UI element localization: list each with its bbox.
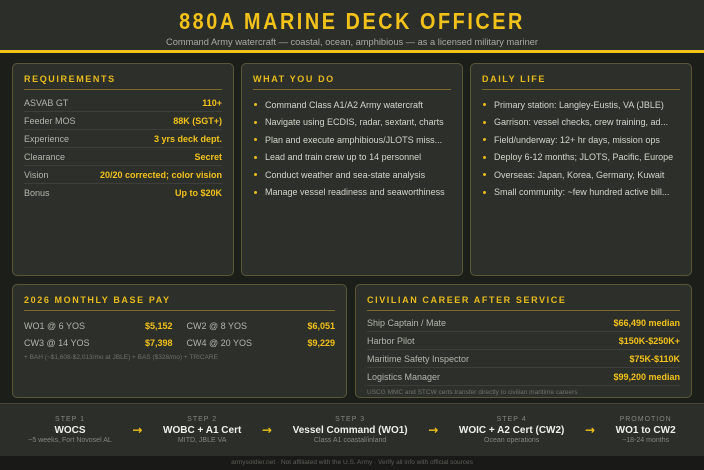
requirements-title: REQUIREMENTS (24, 74, 222, 90)
step-number: STEP 1 (55, 416, 86, 423)
page-header (0, 0, 704, 53)
career-label: Logistics Manager (367, 371, 441, 382)
requirement-label: Experience (24, 133, 70, 144)
career-salary: $75K-$110K (629, 353, 680, 364)
arrow-right-icon: → (584, 423, 596, 437)
list-item-text: Lead and train crew up to 14 personnel (265, 152, 422, 163)
civilian-career-title: CIVILIAN CAREER AFTER SERVICE (367, 295, 680, 311)
list-item-text: Navigate using ECDIS, radar, sextant, charts (265, 117, 444, 128)
career-row (367, 350, 680, 368)
pay-grade-label: CW4 @ 20 YOS (186, 337, 252, 348)
list-item-text: Plan and execute amphibious/JLOTS miss... (265, 134, 443, 145)
step-number: STEP 2 (187, 416, 218, 423)
list-item (482, 114, 680, 132)
pay-note: + BAH (~$1,608-$2,013/mo at JBLE) + BAS ($328/mo) + TRICARE (24, 354, 218, 361)
career-label: Ship Captain / Mate (367, 317, 447, 328)
step-detail: MITD, JBLE VA (177, 437, 227, 444)
civilian-career-card (355, 284, 692, 398)
bullet-icon (254, 121, 257, 124)
list-item-text: Garrison: vessel checks, crew training, ad... (494, 117, 669, 128)
step-number: STEP 3 (335, 416, 366, 423)
requirement-row (24, 94, 222, 112)
step-promotion (616, 416, 676, 444)
career-label: Maritime Safety Inspector (367, 353, 470, 364)
list-item (482, 184, 680, 202)
base-pay-card (12, 284, 347, 398)
requirement-label: Feeder MOS (24, 115, 76, 126)
step-name: WOCS (54, 425, 86, 436)
requirement-row (24, 130, 222, 148)
pay-cell (187, 317, 336, 334)
career-row (367, 314, 680, 332)
step-3 (293, 416, 408, 444)
step-4 (459, 416, 564, 444)
bullet-icon (483, 121, 486, 124)
pay-cell (24, 317, 173, 334)
pay-amount: $6,051 (307, 320, 335, 331)
list-item (253, 131, 451, 149)
list-item-text: Overseas: Japan, Korea, Germany, Kuwait (494, 169, 665, 180)
list-item-text: Small community: ~few hundred active bill... (494, 187, 670, 198)
requirement-value: 3 yrs deck dept. (153, 133, 222, 144)
requirement-row (24, 112, 222, 130)
list-item-text: Deploy 6-12 months; JLOTS, Pacific, Europe (494, 152, 674, 163)
career-salary: $150K-$250K+ (618, 335, 680, 346)
daily-life-card (470, 63, 692, 276)
list-item-text: Conduct weather and sea-state analysis (265, 169, 426, 180)
list-item (482, 166, 680, 184)
step-2 (163, 416, 241, 444)
list-item (482, 149, 680, 167)
page-subtitle: Command Army watercraft — coastal, ocean, amphibious — as a licensed military mariner (165, 37, 539, 47)
pay-amount: $9,229 (307, 337, 335, 348)
step-name: WOIC + A2 Cert (CW2) (458, 425, 565, 436)
bullet-icon (254, 191, 257, 194)
list-item (482, 96, 680, 114)
pay-amount: $5,152 (144, 320, 173, 331)
career-row (367, 332, 680, 350)
list-item (253, 149, 451, 167)
requirement-row (24, 166, 222, 184)
requirement-value: 110+ (202, 97, 222, 108)
footer-disclaimer: armysoldier.net · Not affiliated with the U.S. Army · Verify all info with official sources (0, 456, 704, 470)
list-item-text: Manage vessel readiness and seaworthiness (265, 187, 445, 198)
page-title: 880A MARINE DECK OFFICER (179, 8, 525, 34)
requirement-value: Up to $20K (174, 188, 222, 198)
requirement-value: Secret (194, 151, 222, 162)
arrow-right-icon: → (261, 423, 272, 437)
civilian-note: USCG MMC and STCW certs transfer directly to civilian maritime careers (367, 389, 578, 396)
base-pay-title: 2026 MONTHLY BASE PAY (24, 295, 335, 311)
step-detail: ~5 weeks, Fort Novosel AL (28, 437, 112, 444)
requirement-label: Vision (24, 169, 49, 180)
career-row (367, 368, 680, 386)
requirement-row (24, 184, 222, 202)
career-path-steps (0, 403, 704, 456)
requirement-label: ASVAB GT (24, 97, 69, 108)
career-salary: $66,490 median (613, 317, 680, 328)
list-item (253, 166, 451, 184)
bullet-icon (483, 156, 486, 159)
requirements-card (12, 63, 234, 276)
list-item (482, 131, 680, 149)
requirement-value: 88K (SGT+) (173, 115, 222, 126)
career-salary: $99,200 median (613, 371, 680, 382)
list-item-text: Primary station: Langley-Eustis, VA (JBLE) (494, 99, 664, 110)
bullet-icon (483, 191, 486, 194)
bullet-icon (254, 138, 257, 141)
bullet-icon (254, 103, 257, 106)
bullet-icon (254, 156, 257, 159)
pay-grade-label: WO1 @ 6 YOS (24, 320, 85, 331)
what-you-do-card (241, 63, 463, 276)
step-number: PROMOTION (619, 416, 672, 423)
step-name: WO1 to CW2 (615, 425, 676, 436)
requirement-row (24, 148, 222, 166)
pay-amount: $7,398 (144, 337, 173, 348)
step-1 (28, 416, 111, 444)
step-number: STEP 4 (496, 416, 527, 423)
step-name: Vessel Command (WO1) (292, 425, 408, 436)
requirement-label: Clearance (24, 151, 66, 162)
pay-cell (187, 334, 336, 351)
arrow-right-icon: → (132, 423, 143, 437)
step-detail: Class A1 coastal/inland (313, 437, 387, 444)
list-item-text: Field/underway: 12+ hr days, mission ops (494, 134, 660, 145)
step-detail: ~18-24 months (622, 437, 670, 444)
list-item-text: Command Class A1/A2 Army watercraft (265, 99, 424, 110)
requirement-value: 20/20 corrected; color vision (99, 169, 222, 180)
list-item (253, 184, 451, 202)
bullet-icon (254, 173, 257, 176)
bullet-icon (483, 138, 486, 141)
what-you-do-title: WHAT YOU DO (253, 74, 451, 90)
bullet-icon (483, 103, 486, 106)
career-label: Harbor Pilot (367, 335, 415, 346)
pay-grade-label: CW2 @ 8 YOS (186, 320, 247, 331)
arrow-right-icon: → (428, 423, 439, 437)
pay-grade-label: CW3 @ 14 YOS (24, 337, 90, 348)
list-item (253, 96, 451, 114)
daily-life-title: DAILY LIFE (482, 74, 680, 90)
list-item (253, 114, 451, 132)
pay-cell (24, 334, 173, 351)
bullet-icon (483, 173, 486, 176)
requirement-label: Bonus (24, 188, 50, 198)
step-name: WOBC + A1 Cert (163, 425, 242, 436)
step-detail: Ocean operations (484, 437, 540, 444)
